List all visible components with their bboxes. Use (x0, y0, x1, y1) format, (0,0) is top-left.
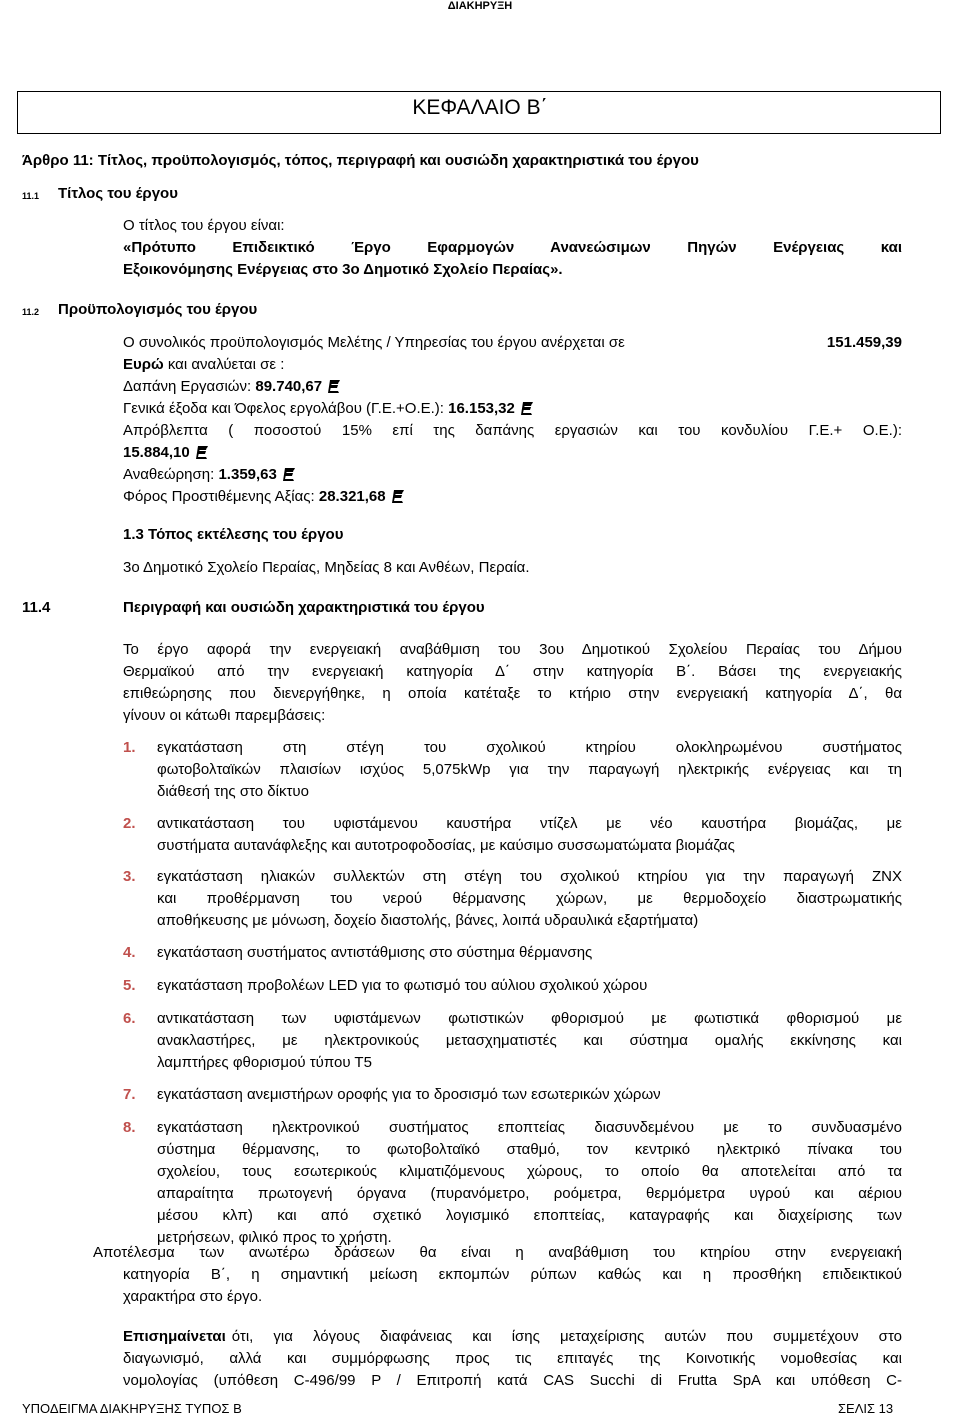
chapter-title: ΚΕΦΑΛΑΙΟ Β΄ (412, 96, 548, 119)
title-intro: Ο τίτλος του έργου είναι: (123, 217, 285, 234)
budget-total-line (123, 332, 902, 354)
list-item-1-line-2: φωτοβολταϊκών πλαισίων ισχύος 5,075kWp για την παραγωγή ηλεκτρικής ενέργειας και τη (157, 761, 902, 778)
budget-unit-line (123, 354, 284, 376)
works-cost-label: Δαπάνη Εργασιών: (123, 378, 252, 395)
list-item-8-line-2: σύστημα θέρμανσης, το φωτοβολταϊκό σταθμό, τον κεντρικό ηλεκτρικό πίνακα του (157, 1141, 902, 1158)
works-cost-value: 89.740,67 (255, 378, 323, 395)
list-item-number: 4. (123, 944, 136, 961)
list-item-3-line-3: αποθήκευσης με μόνωση, δοχείο διαστολής, βάνες, λοιπά υδραυλικά εξαρτήματα) (157, 912, 699, 929)
result-line-3: χαρακτήρα στο έργο. (123, 1288, 263, 1305)
budget-total-prefix: Ο συνολικός προϋπολογισμός Μελέτης / Υπηρεσίας του έργου ανέρχεται σε (123, 334, 625, 351)
contingency-value-line (123, 442, 208, 464)
vat-value: 28.321,68 (318, 488, 386, 505)
overhead-line (123, 398, 533, 420)
vat-label: Φόρος Προστιθέμενης Αξίας: (123, 488, 315, 505)
list-item-1-line-3: διάθεσή της στο δίκτυο (157, 783, 309, 800)
euro-icon (196, 446, 208, 460)
list-item-1-line-1: εγκατάσταση στη στέγη του σχολικού κτηρίου ολοκληρωμένου συστήματος (157, 739, 902, 756)
note-line-1-text: ότι, για λόγους διαφάνειας και ίσης μεταχείρισης αυτών που συμμετέχουν στο (231, 1328, 902, 1345)
list-item-8-line-3: σχολείου, τους εσωτερικούς κλιματιζόμενους χώρους, το οποίο θα αποτελείται από τα (157, 1163, 902, 1180)
footer-page-number: ΣΕΛΙΣ 13 (838, 1401, 894, 1416)
section-number-11-1: 11.1 (22, 191, 40, 201)
note-line-1 (123, 1326, 902, 1348)
budget-total-value: 151.459,39 (826, 334, 902, 351)
section-heading-location: 1.3 Τόπος εκτέλεσης του έργου (123, 526, 344, 543)
revision-line (123, 464, 295, 486)
description-intro-line-2: Θερμαϊκού από την ενεργειακή κατηγορία Δ΄ στην κατηγορία Β΄. Βάσει της ενεργειακής (123, 663, 902, 680)
note-line-2: διαγωνισμό, αλλά και συμμόρφωσης προς τις επιταγές της Κοινοτικής νομοθεσίας και (123, 1350, 902, 1367)
overhead-label: Γενικά έξοδα και Όφελος εργολάβου (Γ.Ε.+Ο.Ε.): (123, 400, 444, 417)
list-item-number: 6. (123, 1010, 136, 1027)
euro-icon (521, 402, 533, 416)
works-cost-line (123, 376, 340, 398)
section-heading-description: Περιγραφή και ουσιώδη χαρακτηριστικά του έργου (123, 599, 485, 616)
list-item-number: 1. (123, 739, 136, 756)
list-item-6-line-3: λαμπτήρες φθορισμού τύπου Τ5 (157, 1054, 372, 1071)
description-intro-line-1: Το έργο αφορά την ενεργειακή αναβάθμιση του 3ου Δημοτικού Σχολείου Περαίας του Δήμου (123, 641, 902, 658)
overhead-value: 16.153,32 (448, 400, 515, 417)
budget-breakdown-intro: και αναλύεται σε : (167, 356, 285, 373)
list-item-8-line-5: μέσου κλπ) και από σχετικό λογισμικό εποπτείας, καταγραφής και διαχείρισης των (157, 1207, 902, 1224)
list-item-6-line-1: αντικατάσταση των υφιστάμενων φωτιστικών φθορισμού με φωτιστικά φθορισμού με (157, 1010, 902, 1027)
note-label: Επισημαίνεται (123, 1328, 226, 1345)
description-intro-line-3: επιθεώρησης που διενεργήθηκε, η οποία κατέταξε το κτήριο στην ενεργειακή κατηγορία Δ΄, θα (123, 685, 902, 702)
list-item-5-line-1: εγκατάσταση προβολέων LED για το φωτισμό του αύλιου σχολικού χώρου (157, 977, 648, 994)
list-item-7-line-1: εγκατάσταση ανεμιστήρων οροφής για το δροσισμό των εσωτερικών χώρων (157, 1086, 661, 1103)
list-item-number: 7. (123, 1086, 136, 1103)
list-item-number: 5. (123, 977, 136, 994)
result-line-1: Αποτέλεσμα των ανωτέρω δράσεων θα είναι η αναβάθμιση του κτηρίου στην ενεργειακή (93, 1244, 902, 1261)
list-item-8-line-6: μετρήσεων, φιλικό προς το χρήστη. (157, 1229, 392, 1246)
section-number-11-2: 11.2 (22, 307, 40, 317)
description-intro-line-4: γίνουν οι κάτωθι παρεμβάσεις: (123, 707, 326, 724)
list-item-4-line-1: εγκατάσταση συστήματος αντιστάθμισης στο σύστημα θέρμανσης (157, 944, 593, 961)
revision-label: Αναθεώρηση: (123, 466, 215, 483)
list-item-3-line-1: εγκατάσταση ηλιακών συλλεκτών στη στέγη του σχολικού κτηρίου για την παραγωγή ΖΝΧ (157, 868, 902, 885)
vat-line (123, 486, 404, 508)
note-line-3: νομολογίας (υπόθεση C-496/99 P / Επιτροπή κατά CAS Succhi di Frutta SpA και υπόθεση C- (123, 1372, 902, 1389)
document-header: ΔΙΑΚΗΡΥΞΗ (447, 0, 513, 12)
list-item-2-line-1: αντικατάσταση του υφιστάμενου καυστήρα ντίζελ με νέο καυστήρα βιομάζας, με (157, 815, 902, 832)
list-item-3-line-2: και προθέρμανση του νερού θέρμανσης χώρων, με θερμοδοχείο διαστρωματικής (157, 890, 902, 907)
article-heading: Άρθρο 11: Τίτλος, προϋπολογισμός, τόπος, περιγραφή και ουσιώδη χαρακτηριστικά του έργου (22, 152, 699, 169)
contingency-label: Απρόβλεπτα ( ποσοστού 15% επί της δαπάνης εργασιών και του κονδυλίου Γ.Ε.+ Ο.Ε.): (123, 422, 902, 439)
list-item-6-line-2: ανακλαστήρες, με ηλεκτρονικούς μετασχηματιστές και σύστημα ομαλής εκκίνησης και (157, 1032, 902, 1049)
euro-icon (328, 380, 340, 394)
list-item-number: 8. (123, 1119, 136, 1136)
result-line-2: κατηγορία Β΄, η σημαντική μείωση εκπομπών ρύπων καθώς και η προσθήκη επιδεικτικού (123, 1266, 902, 1283)
list-item-number: 3. (123, 868, 136, 885)
list-item-8-line-4: απαραίτητα πρωτογενή όργανα (πυρανόμετρο, ροόμετρα, θερμόμετρα υγρού και αέριου (157, 1185, 902, 1202)
revision-value: 1.359,63 (218, 466, 277, 483)
section-heading-budget: Προϋπολογισμός του έργου (58, 301, 258, 318)
contingency-value: 15.884,10 (123, 444, 190, 461)
euro-icon (283, 468, 295, 482)
section-heading-title: Τίτλος του έργου (58, 185, 178, 202)
footer-document-title: ΥΠΟΔΕΙΓΜΑ ΔΙΑΚΗΡΥΞΗΣ ΤΥΠΟΣ Β (22, 1401, 242, 1416)
list-item-8-line-1: εγκατάσταση ηλεκτρονικού συστήματος εποπτείας διασυνδεμένου με το συνδυασμένο (157, 1119, 902, 1136)
list-item-2-line-2: συστήματα αυτανάφλεξης και αυτοτροφοδοσίας, με καύσιμο συσσωματώματα βιομάζας (157, 837, 735, 854)
list-item-number: 2. (123, 815, 136, 832)
location-text: 3ο Δημοτικό Σχολείο Περαίας, Μηδείας 8 και Ανθέων, Περαία. (123, 559, 530, 576)
budget-unit: Ευρώ (123, 356, 164, 373)
section-number-11-4: 11.4 (22, 599, 51, 616)
project-title-line-1: «Πρότυπο Επιδεικτικό Έργο Εφαρμογών Ανανεώσιμων Πηγών Ενέργειας και (123, 239, 902, 256)
euro-icon (392, 490, 404, 504)
project-title-line-2: Εξοικονόμησης Ενέργειας στο 3ο Δημοτικό Σχολείο Περαίας». (123, 261, 563, 278)
